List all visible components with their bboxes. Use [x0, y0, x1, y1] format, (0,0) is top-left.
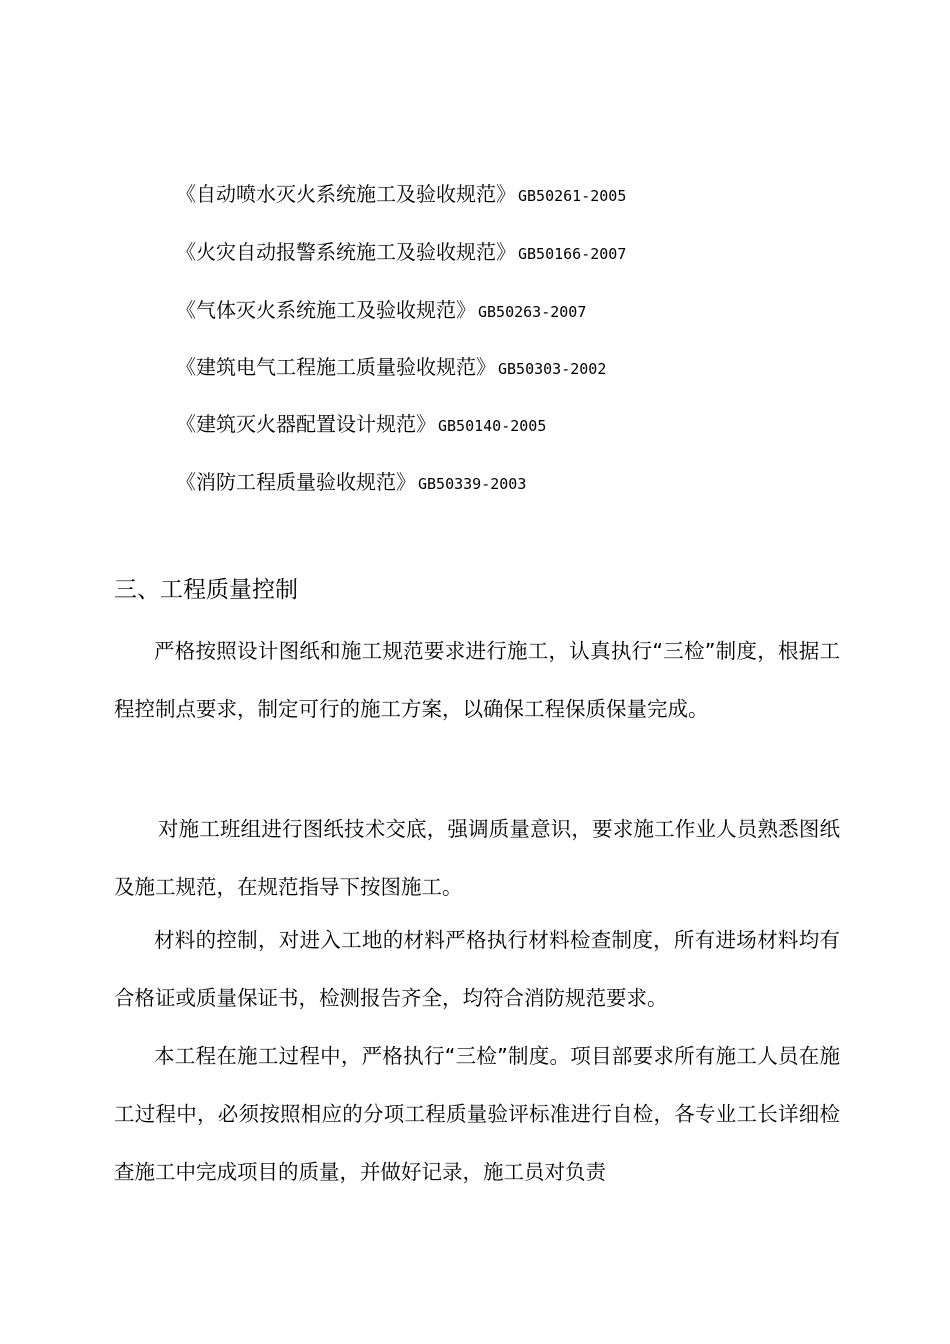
standard-code: GB50261-2005	[518, 187, 627, 205]
standard-code: GB50303-2002	[498, 360, 607, 378]
section-heading: 三、工程质量控制	[114, 577, 298, 603]
standard-code: GB50339-2003	[418, 475, 527, 493]
standard-item-2	[176, 238, 626, 268]
standard-item-5	[176, 410, 546, 440]
paragraph-2: 对施工班组进行图纸技术交底，强调质量意识，要求施工作业人员熟悉图纸及施工规范，在规范指导下按图施工。	[114, 817, 840, 899]
standard-item-6	[176, 468, 526, 498]
standard-code: GB50140-2005	[438, 417, 547, 435]
standard-title: 《消防工程质量验收规范》	[176, 470, 416, 494]
standard-code: GB50166-2007	[518, 245, 627, 263]
paragraph-3: 材料的控制，对进入工地的材料严格执行材料检查制度，所有进场材料均有合格证或质量保证书，检测报告齐全，均符合消防规范要求。	[114, 928, 840, 1010]
standard-title: 《气体灭火系统施工及验收规范》	[176, 298, 476, 322]
standard-title: 《自动喷水灭火系统施工及验收规范》	[176, 182, 516, 206]
standard-item-3	[176, 296, 586, 326]
standard-title: 《建筑灭火器配置设计规范》	[176, 412, 436, 436]
standard-item-1	[176, 180, 626, 210]
standard-code: GB50263-2007	[478, 303, 587, 321]
standard-item-4	[176, 353, 606, 383]
paragraph-4: 本工程在施工过程中，严格执行“三检”制度。项目部要求所有施工人员在施工过程中，必须按照相应的分项工程质量验评标准进行自检，各专业工长详细检查施工中完成项目的质量，并做好记录，施工员对负责	[114, 1044, 840, 1184]
standard-title: 《火灾自动报警系统施工及验收规范》	[176, 240, 516, 264]
paragraph-1: 严格按照设计图纸和施工规范要求进行施工，认真执行“三检”制度，根据工程控制点要求，制定可行的施工方案，以确保工程保质保量完成。	[114, 639, 840, 721]
standard-title: 《建筑电气工程施工质量验收规范》	[176, 355, 496, 379]
